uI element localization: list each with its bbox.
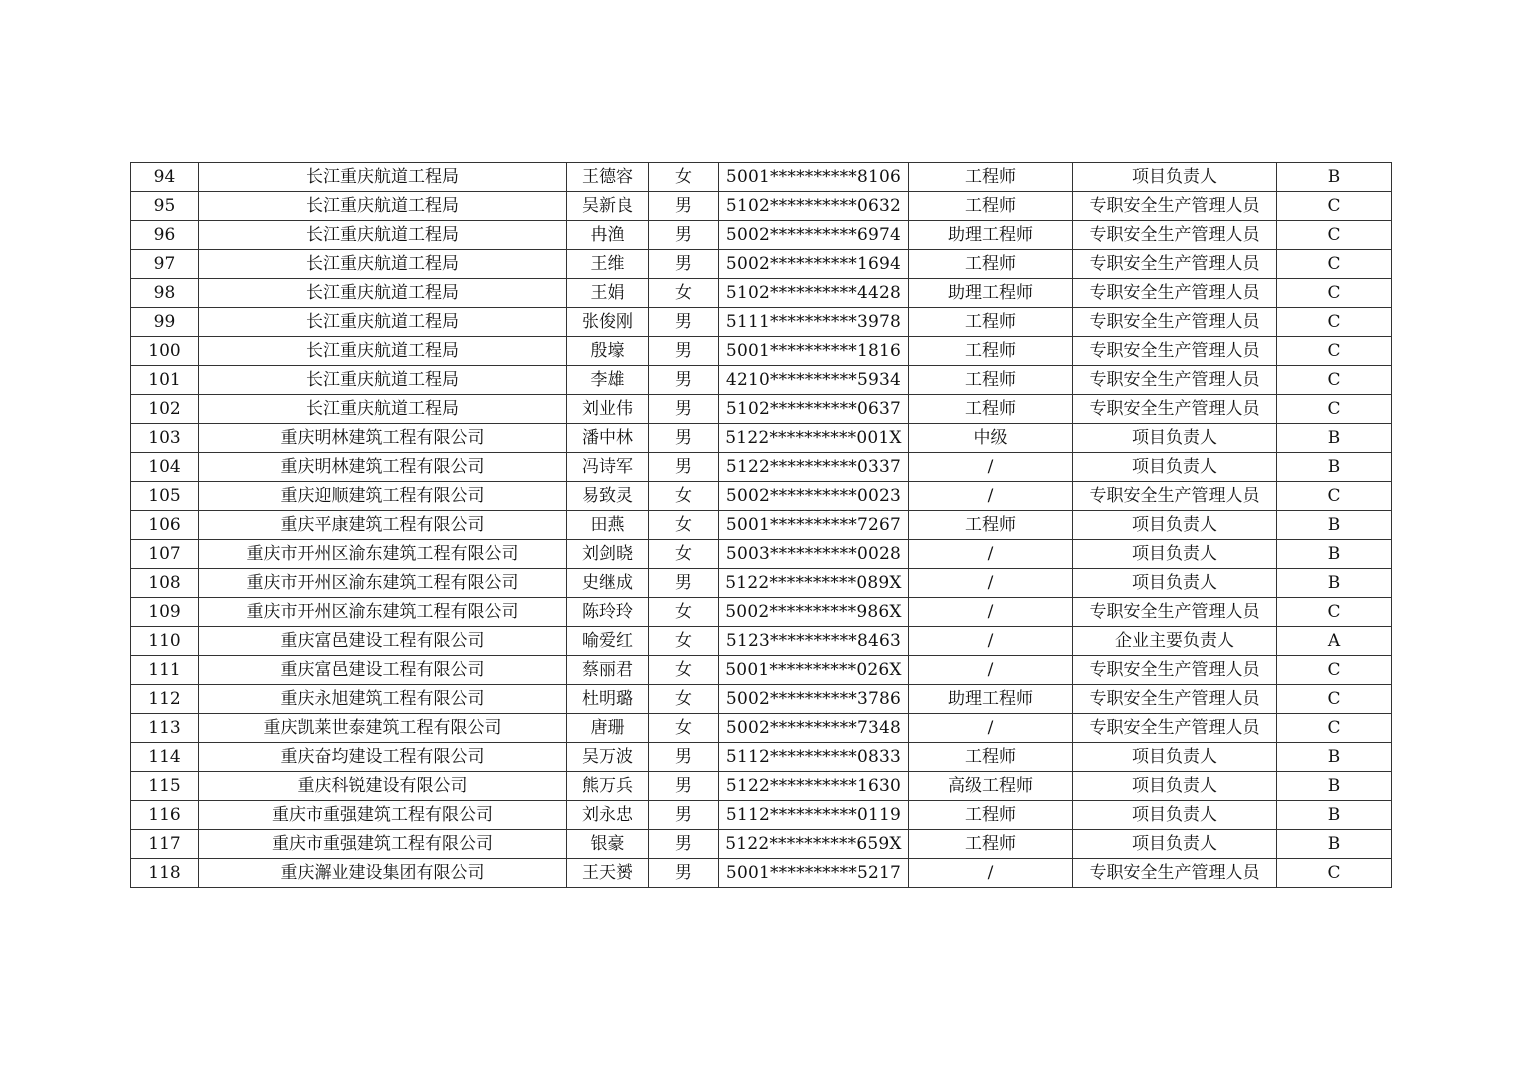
- table-row: [131, 714, 1392, 743]
- professional-title-cell: 工程师: [909, 337, 1073, 366]
- company-cell: 长江重庆航道工程局: [199, 163, 567, 192]
- company-cell: 长江重庆航道工程局: [199, 279, 567, 308]
- id-number-cell: 5002**********6974: [719, 221, 909, 250]
- row-number-cell: 98: [131, 279, 199, 308]
- position-cell: 专职安全生产管理人员: [1073, 221, 1277, 250]
- id-number-cell: 5102**********4428: [719, 279, 909, 308]
- person-name-cell: 潘中林: [567, 424, 649, 453]
- company-cell: 长江重庆航道工程局: [199, 395, 567, 424]
- company-cell: 重庆市重强建筑工程有限公司: [199, 801, 567, 830]
- table-row: [131, 743, 1392, 772]
- company-cell: 长江重庆航道工程局: [199, 337, 567, 366]
- table-row: [131, 540, 1392, 569]
- professional-title-cell: /: [909, 453, 1073, 482]
- professional-title-cell: 助理工程师: [909, 279, 1073, 308]
- row-number-cell: 106: [131, 511, 199, 540]
- certificate-category-cell: C: [1277, 859, 1392, 888]
- table-row: [131, 453, 1392, 482]
- certificate-category-cell: B: [1277, 743, 1392, 772]
- position-cell: 专职安全生产管理人员: [1073, 395, 1277, 424]
- company-cell: 重庆明林建筑工程有限公司: [199, 424, 567, 453]
- certificate-category-cell: C: [1277, 395, 1392, 424]
- person-name-cell: 王天赟: [567, 859, 649, 888]
- row-number-cell: 113: [131, 714, 199, 743]
- table-row: [131, 656, 1392, 685]
- position-cell: 专职安全生产管理人员: [1073, 685, 1277, 714]
- company-cell: 长江重庆航道工程局: [199, 250, 567, 279]
- table-row: [131, 569, 1392, 598]
- company-cell: 重庆市开州区渝东建筑工程有限公司: [199, 598, 567, 627]
- gender-cell: 男: [649, 569, 719, 598]
- gender-cell: 男: [649, 772, 719, 801]
- table-row: [131, 685, 1392, 714]
- row-number-cell: 95: [131, 192, 199, 221]
- row-number-cell: 114: [131, 743, 199, 772]
- person-name-cell: 易致灵: [567, 482, 649, 511]
- certificate-category-cell: C: [1277, 337, 1392, 366]
- gender-cell: 女: [649, 656, 719, 685]
- position-cell: 专职安全生产管理人员: [1073, 250, 1277, 279]
- position-cell: 专职安全生产管理人员: [1073, 279, 1277, 308]
- certificate-category-cell: C: [1277, 598, 1392, 627]
- position-cell: 项目负责人: [1073, 801, 1277, 830]
- table-row: [131, 250, 1392, 279]
- company-cell: 重庆永旭建筑工程有限公司: [199, 685, 567, 714]
- professional-title-cell: /: [909, 540, 1073, 569]
- professional-title-cell: 工程师: [909, 801, 1073, 830]
- row-number-cell: 117: [131, 830, 199, 859]
- position-cell: 专职安全生产管理人员: [1073, 714, 1277, 743]
- gender-cell: 男: [649, 801, 719, 830]
- professional-title-cell: 工程师: [909, 163, 1073, 192]
- id-number-cell: 5122**********089X: [719, 569, 909, 598]
- person-name-cell: 银豪: [567, 830, 649, 859]
- person-name-cell: 王维: [567, 250, 649, 279]
- certificate-category-cell: C: [1277, 685, 1392, 714]
- id-number-cell: 5002**********986X: [719, 598, 909, 627]
- company-cell: 重庆凯莱世泰建筑工程有限公司: [199, 714, 567, 743]
- certificate-category-cell: B: [1277, 772, 1392, 801]
- professional-title-cell: /: [909, 859, 1073, 888]
- company-cell: 重庆市开州区渝东建筑工程有限公司: [199, 540, 567, 569]
- professional-title-cell: 工程师: [909, 511, 1073, 540]
- person-name-cell: 冉渔: [567, 221, 649, 250]
- gender-cell: 男: [649, 453, 719, 482]
- professional-title-cell: 助理工程师: [909, 221, 1073, 250]
- gender-cell: 男: [649, 424, 719, 453]
- id-number-cell: 5122**********659X: [719, 830, 909, 859]
- certificate-category-cell: C: [1277, 308, 1392, 337]
- certificate-category-cell: C: [1277, 279, 1392, 308]
- gender-cell: 男: [649, 366, 719, 395]
- gender-cell: 男: [649, 337, 719, 366]
- professional-title-cell: /: [909, 569, 1073, 598]
- position-cell: 专职安全生产管理人员: [1073, 859, 1277, 888]
- gender-cell: 男: [649, 192, 719, 221]
- position-cell: 项目负责人: [1073, 743, 1277, 772]
- certificate-category-cell: B: [1277, 540, 1392, 569]
- person-name-cell: 唐珊: [567, 714, 649, 743]
- company-cell: 长江重庆航道工程局: [199, 221, 567, 250]
- id-number-cell: 5002**********7348: [719, 714, 909, 743]
- gender-cell: 女: [649, 685, 719, 714]
- gender-cell: 女: [649, 714, 719, 743]
- id-number-cell: 5001**********8106: [719, 163, 909, 192]
- person-name-cell: 陈玲玲: [567, 598, 649, 627]
- professional-title-cell: 工程师: [909, 192, 1073, 221]
- position-cell: 专职安全生产管理人员: [1073, 337, 1277, 366]
- professional-title-cell: 中级: [909, 424, 1073, 453]
- position-cell: 专职安全生产管理人员: [1073, 308, 1277, 337]
- table-row: [131, 598, 1392, 627]
- table-row: [131, 221, 1392, 250]
- person-name-cell: 喻爱红: [567, 627, 649, 656]
- person-name-cell: 王娟: [567, 279, 649, 308]
- professional-title-cell: 工程师: [909, 366, 1073, 395]
- professional-title-cell: 助理工程师: [909, 685, 1073, 714]
- gender-cell: 男: [649, 221, 719, 250]
- personnel-table: [130, 162, 1392, 888]
- person-name-cell: 冯诗军: [567, 453, 649, 482]
- row-number-cell: 107: [131, 540, 199, 569]
- id-number-cell: 5003**********0028: [719, 540, 909, 569]
- gender-cell: 男: [649, 395, 719, 424]
- person-name-cell: 吴新良: [567, 192, 649, 221]
- row-number-cell: 116: [131, 801, 199, 830]
- id-number-cell: 5002**********0023: [719, 482, 909, 511]
- table-row: [131, 337, 1392, 366]
- id-number-cell: 5123**********8463: [719, 627, 909, 656]
- certificate-category-cell: B: [1277, 801, 1392, 830]
- id-number-cell: 5112**********0833: [719, 743, 909, 772]
- position-cell: 项目负责人: [1073, 424, 1277, 453]
- row-number-cell: 101: [131, 366, 199, 395]
- table-row: [131, 279, 1392, 308]
- position-cell: 项目负责人: [1073, 540, 1277, 569]
- table-row: [131, 511, 1392, 540]
- position-cell: 专职安全生产管理人员: [1073, 656, 1277, 685]
- row-number-cell: 105: [131, 482, 199, 511]
- person-name-cell: 熊万兵: [567, 772, 649, 801]
- table-row: [131, 859, 1392, 888]
- id-number-cell: 4210**********5934: [719, 366, 909, 395]
- table-row: [131, 772, 1392, 801]
- gender-cell: 女: [649, 279, 719, 308]
- row-number-cell: 100: [131, 337, 199, 366]
- table-row: [131, 482, 1392, 511]
- row-number-cell: 108: [131, 569, 199, 598]
- professional-title-cell: 工程师: [909, 395, 1073, 424]
- id-number-cell: 5001**********5217: [719, 859, 909, 888]
- position-cell: 专职安全生产管理人员: [1073, 482, 1277, 511]
- company-cell: 重庆市开州区渝东建筑工程有限公司: [199, 569, 567, 598]
- certificate-category-cell: C: [1277, 192, 1392, 221]
- id-number-cell: 5002**********1694: [719, 250, 909, 279]
- gender-cell: 男: [649, 830, 719, 859]
- id-number-cell: 5122**********001X: [719, 424, 909, 453]
- professional-title-cell: 工程师: [909, 830, 1073, 859]
- certificate-category-cell: B: [1277, 424, 1392, 453]
- person-name-cell: 刘业伟: [567, 395, 649, 424]
- id-number-cell: 5001**********026X: [719, 656, 909, 685]
- position-cell: 项目负责人: [1073, 453, 1277, 482]
- gender-cell: 女: [649, 627, 719, 656]
- row-number-cell: 96: [131, 221, 199, 250]
- company-cell: 重庆科锐建设有限公司: [199, 772, 567, 801]
- position-cell: 项目负责人: [1073, 511, 1277, 540]
- id-number-cell: 5002**********3786: [719, 685, 909, 714]
- person-name-cell: 李雄: [567, 366, 649, 395]
- row-number-cell: 104: [131, 453, 199, 482]
- row-number-cell: 112: [131, 685, 199, 714]
- company-cell: 重庆明林建筑工程有限公司: [199, 453, 567, 482]
- certificate-category-cell: B: [1277, 453, 1392, 482]
- professional-title-cell: /: [909, 627, 1073, 656]
- row-number-cell: 99: [131, 308, 199, 337]
- row-number-cell: 115: [131, 772, 199, 801]
- id-number-cell: 5001**********1816: [719, 337, 909, 366]
- row-number-cell: 103: [131, 424, 199, 453]
- row-number-cell: 118: [131, 859, 199, 888]
- company-cell: 长江重庆航道工程局: [199, 366, 567, 395]
- id-number-cell: 5102**********0637: [719, 395, 909, 424]
- position-cell: 项目负责人: [1073, 830, 1277, 859]
- row-number-cell: 94: [131, 163, 199, 192]
- table-row: [131, 627, 1392, 656]
- row-number-cell: 111: [131, 656, 199, 685]
- gender-cell: 男: [649, 250, 719, 279]
- person-name-cell: 刘剑晓: [567, 540, 649, 569]
- table-row: [131, 192, 1392, 221]
- certificate-category-cell: A: [1277, 627, 1392, 656]
- professional-title-cell: 工程师: [909, 250, 1073, 279]
- position-cell: 专职安全生产管理人员: [1073, 598, 1277, 627]
- id-number-cell: 5001**********7267: [719, 511, 909, 540]
- company-cell: 重庆澥业建设集团有限公司: [199, 859, 567, 888]
- certificate-category-cell: C: [1277, 250, 1392, 279]
- certificate-category-cell: B: [1277, 830, 1392, 859]
- table-row: [131, 801, 1392, 830]
- gender-cell: 男: [649, 743, 719, 772]
- company-cell: 重庆奋均建设工程有限公司: [199, 743, 567, 772]
- position-cell: 项目负责人: [1073, 772, 1277, 801]
- personnel-table-body: [131, 163, 1392, 888]
- row-number-cell: 97: [131, 250, 199, 279]
- professional-title-cell: /: [909, 714, 1073, 743]
- professional-title-cell: 工程师: [909, 308, 1073, 337]
- gender-cell: 女: [649, 163, 719, 192]
- person-name-cell: 吴万波: [567, 743, 649, 772]
- id-number-cell: 5122**********1630: [719, 772, 909, 801]
- id-number-cell: 5112**********0119: [719, 801, 909, 830]
- certificate-category-cell: C: [1277, 714, 1392, 743]
- person-name-cell: 张俊刚: [567, 308, 649, 337]
- certificate-category-cell: C: [1277, 656, 1392, 685]
- company-cell: 重庆富邑建设工程有限公司: [199, 656, 567, 685]
- gender-cell: 女: [649, 511, 719, 540]
- certificate-category-cell: C: [1277, 482, 1392, 511]
- table-row: [131, 308, 1392, 337]
- person-name-cell: 史继成: [567, 569, 649, 598]
- table-row: [131, 366, 1392, 395]
- person-name-cell: 杜明璐: [567, 685, 649, 714]
- professional-title-cell: 高级工程师: [909, 772, 1073, 801]
- table-row: [131, 163, 1392, 192]
- gender-cell: 女: [649, 540, 719, 569]
- id-number-cell: 5102**********0632: [719, 192, 909, 221]
- table-row: [131, 395, 1392, 424]
- gender-cell: 女: [649, 482, 719, 511]
- professional-title-cell: 工程师: [909, 743, 1073, 772]
- position-cell: 专职安全生产管理人员: [1073, 366, 1277, 395]
- gender-cell: 女: [649, 598, 719, 627]
- person-name-cell: 殷壕: [567, 337, 649, 366]
- position-cell: 项目负责人: [1073, 163, 1277, 192]
- company-cell: 重庆富邑建设工程有限公司: [199, 627, 567, 656]
- person-name-cell: 田燕: [567, 511, 649, 540]
- row-number-cell: 102: [131, 395, 199, 424]
- certificate-category-cell: B: [1277, 511, 1392, 540]
- row-number-cell: 109: [131, 598, 199, 627]
- certificate-category-cell: C: [1277, 366, 1392, 395]
- company-cell: 长江重庆航道工程局: [199, 308, 567, 337]
- row-number-cell: 110: [131, 627, 199, 656]
- person-name-cell: 刘永忠: [567, 801, 649, 830]
- company-cell: 重庆平康建筑工程有限公司: [199, 511, 567, 540]
- company-cell: 长江重庆航道工程局: [199, 192, 567, 221]
- person-name-cell: 蔡丽君: [567, 656, 649, 685]
- position-cell: 企业主要负责人: [1073, 627, 1277, 656]
- certificate-category-cell: B: [1277, 569, 1392, 598]
- certificate-category-cell: C: [1277, 221, 1392, 250]
- table-row: [131, 830, 1392, 859]
- company-cell: 重庆市重强建筑工程有限公司: [199, 830, 567, 859]
- position-cell: 专职安全生产管理人员: [1073, 192, 1277, 221]
- gender-cell: 男: [649, 308, 719, 337]
- id-number-cell: 5122**********0337: [719, 453, 909, 482]
- company-cell: 重庆迎顺建筑工程有限公司: [199, 482, 567, 511]
- professional-title-cell: /: [909, 598, 1073, 627]
- position-cell: 项目负责人: [1073, 569, 1277, 598]
- professional-title-cell: /: [909, 482, 1073, 511]
- id-number-cell: 5111**********3978: [719, 308, 909, 337]
- person-name-cell: 王德容: [567, 163, 649, 192]
- table-row: [131, 424, 1392, 453]
- certificate-category-cell: B: [1277, 163, 1392, 192]
- gender-cell: 男: [649, 859, 719, 888]
- professional-title-cell: /: [909, 656, 1073, 685]
